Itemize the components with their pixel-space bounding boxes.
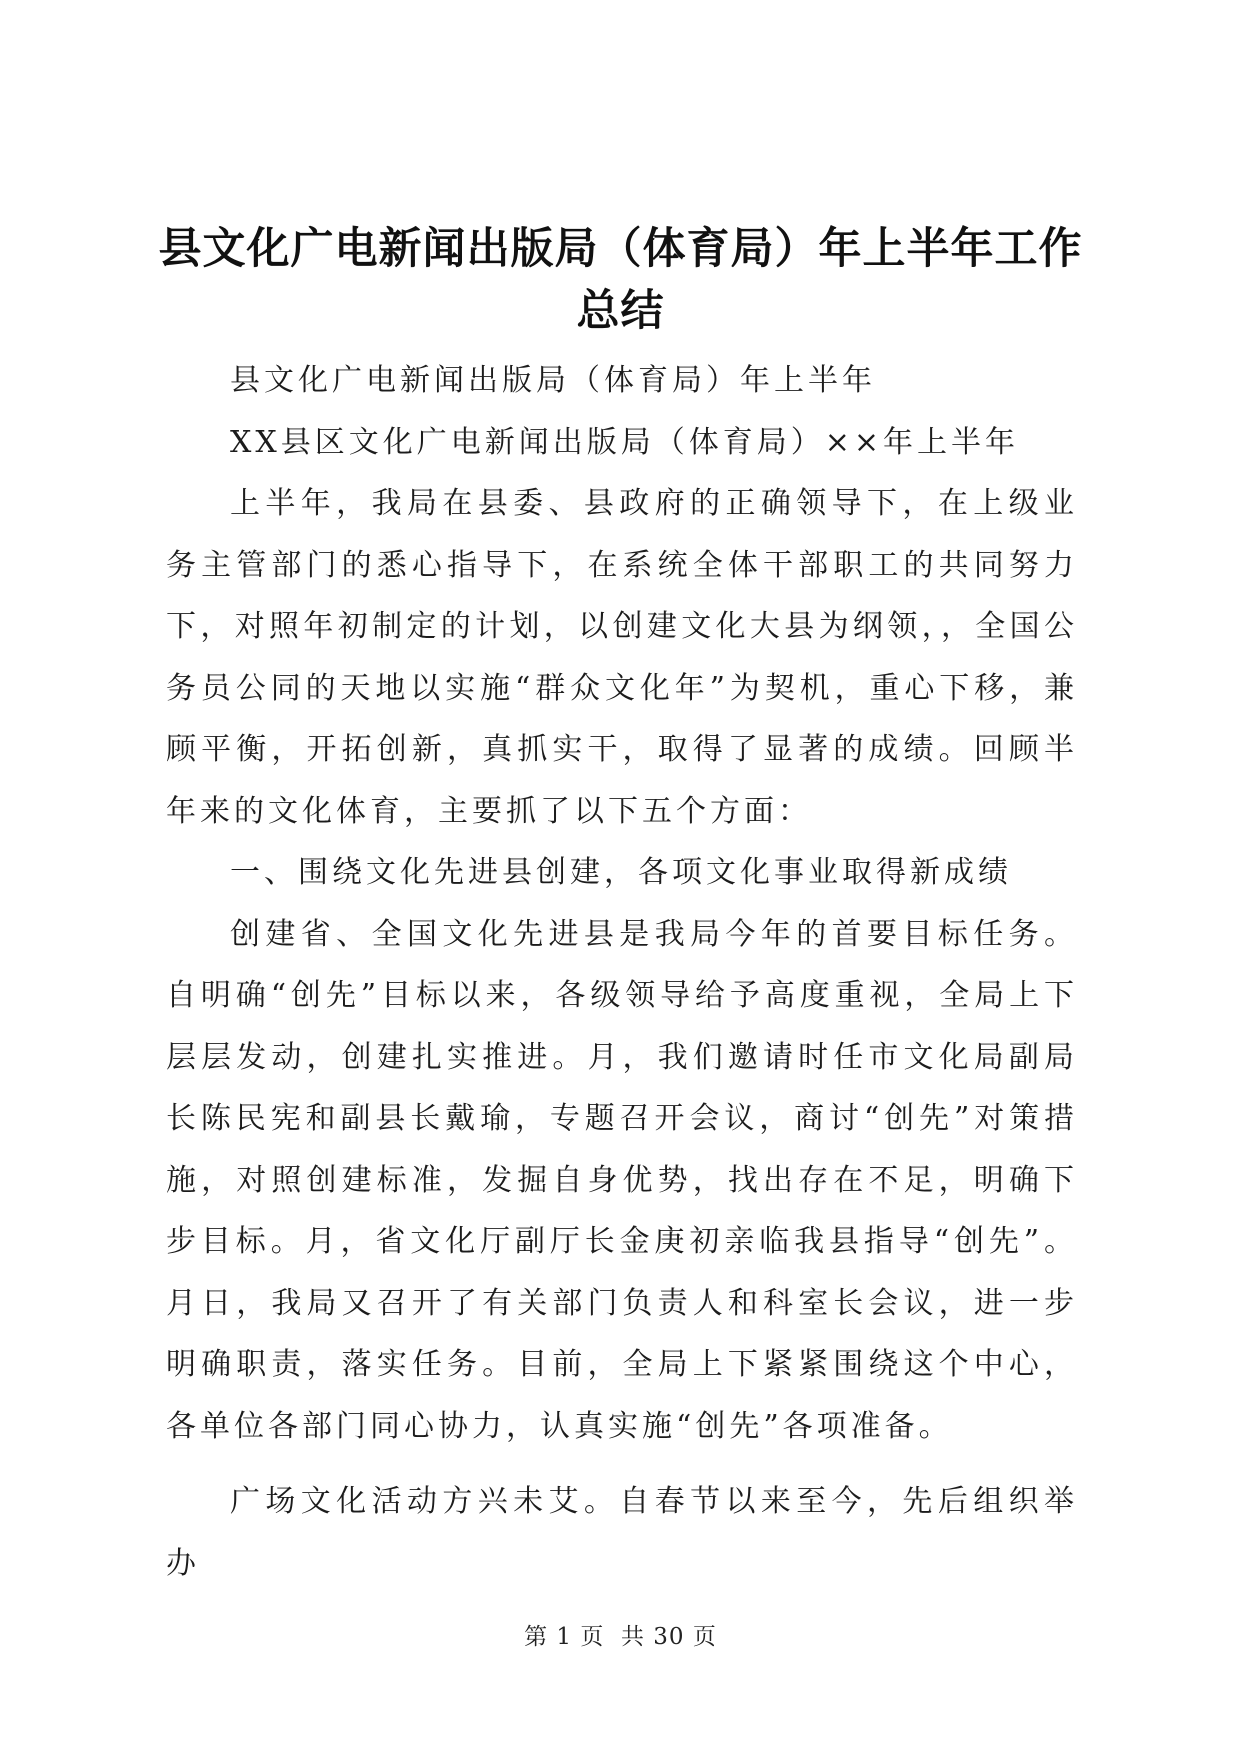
page-footer <box>0 1622 1241 1652</box>
paragraph: 上半年，我局在县委、县政府的正确领导下，在上级业务主管部门的悉心指导下，在系统全体干部职工的共同努力下，对照年初制定的计划，以创建文化大县为纲领，，全国公务员公同的天地以实施“群众文化年”为契机，重心下移，兼顾平衡，开拓创新，真抓实干，取得了显著的成绩。回顾半年来的文化体育，主要抓了以下五个方面： <box>166 486 1078 829</box>
page-number: 第 1 页 共 30 页 <box>524 1624 717 1650</box>
paragraph: 创建省、全国文化先进县是我局今年的首要目标任务。自明确“创先”目标以来，各级领导给予高度重视，全局上下层层发动，创建扎实推进。月，我们邀请时任市文化局副局长陈民宪和副县长戴瑜，专题召开会议，商讨“创先”对策措施，对照创建标准，发掘自身优势，找出存在不足，明确下步目标。月，省文化厅副厅长金庚初亲临我县指导“创先”。月日，我局又召开了有关部门负责人和科室长会议，进一步明确职责，落实任务。目前，全局上下紧紧围绕这个中心，各单位各部门同心协力，认真实施“创先”各项准备。 <box>166 916 1078 1444</box>
paragraph: XX县区文化广电新闻出版局（体育局）××年上半年 <box>230 424 1019 460</box>
paragraph: 县文化广电新闻出版局（体育局）年上半年 <box>230 363 876 398</box>
section-heading: 一、围绕文化先进县创建，各项文化事业取得新成绩 <box>230 855 1012 890</box>
document-body <box>166 350 1078 1594</box>
document-title: 县文化广电新闻出版局（体育局）年上半年工作总结 <box>158 224 1083 336</box>
paragraph: 广场文化活动方兴未艾。自春节以来至今，先后组织举办 <box>166 1484 1078 1581</box>
